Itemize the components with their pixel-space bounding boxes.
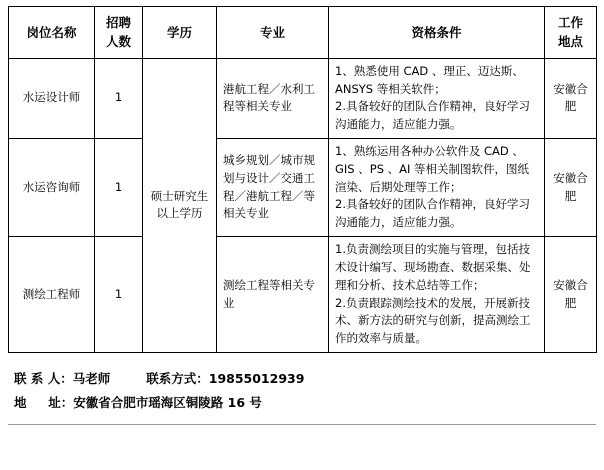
table-row (9, 58, 597, 138)
cell-major: 城乡规划／城市规划与设计／交通工程／港航工程／等相关专业 (217, 139, 329, 237)
cell-major: 测绘工程等相关专业 (217, 237, 329, 353)
contact-person-value: 马老师 (72, 370, 111, 386)
cell-location: 安徽合肥 (545, 237, 597, 353)
cell-count: 1 (95, 139, 143, 237)
cell-count: 1 (95, 237, 143, 353)
contact-phone-label: 联系方式： (146, 370, 209, 386)
contact-address-value: 安徽省合肥市瑶海区铜陵路 16 号 (73, 394, 262, 410)
header-major: 专业 (217, 7, 329, 59)
contact-phone-value: 19855012939 (208, 370, 305, 386)
contact-address-row (14, 391, 596, 415)
header-position: 岗位名称 (9, 7, 95, 59)
table-row (9, 139, 597, 237)
contact-person-label: 联 系 人： (14, 370, 73, 386)
cell-count: 1 (95, 58, 143, 138)
bottom-divider (8, 424, 596, 425)
header-requirements: 资格条件 (329, 7, 545, 59)
cell-position: 水运咨询师 (9, 139, 95, 237)
table-row (9, 237, 597, 353)
contact-block (8, 367, 596, 415)
cell-education-merged: 硕士研究生以上学历 (143, 58, 217, 352)
table-header-row (9, 7, 597, 59)
cell-major: 港航工程／水利工程等相关专业 (217, 58, 329, 138)
cell-requirements: 1、熟悉使用 CAD 、理正、迈达斯、ANSYS 等相关软件； 2.具备较好的团队合作精神，良好学习沟通能力，适应能力强。 (329, 58, 545, 138)
cell-position: 测绘工程师 (9, 237, 95, 353)
cell-requirements: 1.负责测绘项目的实施与管理，包括技术设计编写、现场勘查、数据采集、处理和分析、技术总结等工作； 2.负责跟踪测绘技术的发展，开展新技术、新方法的研究与创新，提高测绘工作的效率与质量。 (329, 237, 545, 353)
header-location: 工作 地点 (545, 7, 597, 59)
header-count: 招聘 人数 (95, 7, 143, 59)
header-education: 学历 (143, 7, 217, 59)
contact-address-label: 地 址： (14, 394, 74, 410)
job-listing-table (8, 6, 597, 353)
cell-location: 安徽合肥 (545, 58, 597, 138)
cell-location: 安徽合肥 (545, 139, 597, 237)
cell-position: 水运设计师 (9, 58, 95, 138)
contact-person-row (14, 367, 596, 391)
cell-requirements: 1、熟练运用各种办公软件及 CAD 、GIS 、PS 、AI 等相关制图软件，图纸渲染、后期处理等工作； 2.具备较好的团队合作精神，良好学习沟通能力，适应能力强。 (329, 139, 545, 237)
